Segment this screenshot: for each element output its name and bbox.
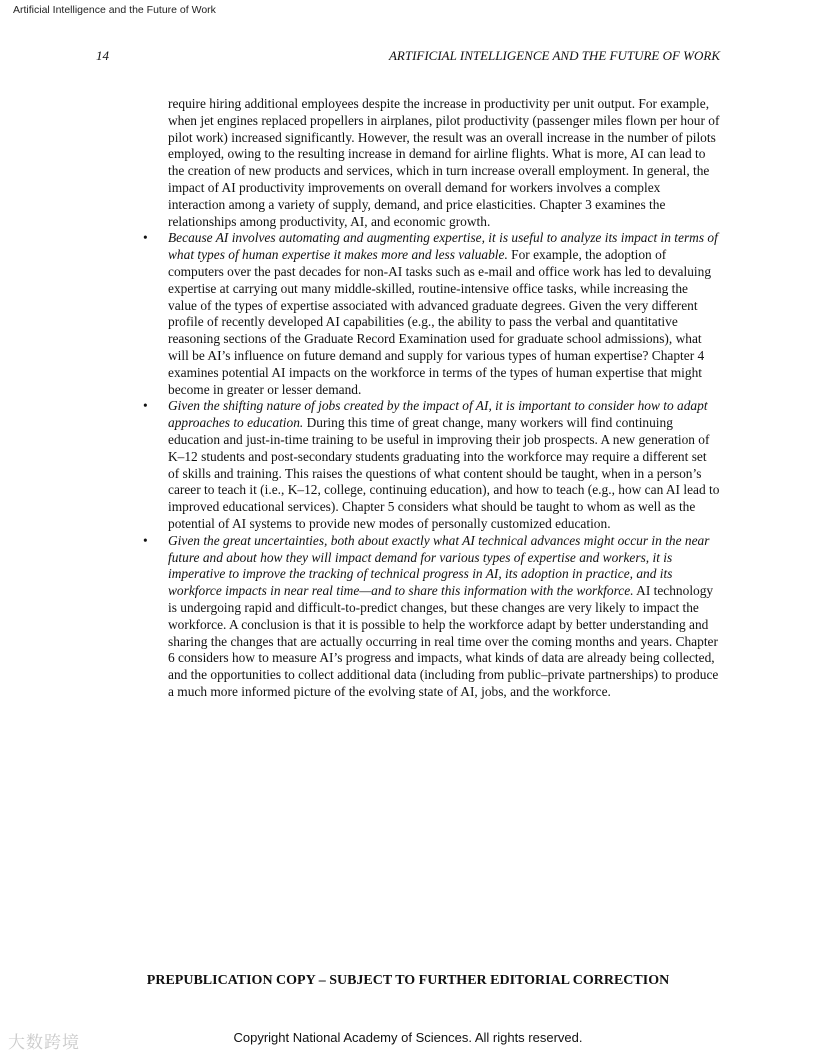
watermark: 大数跨境 xyxy=(8,1033,80,1053)
bullet-icon: • xyxy=(143,230,148,246)
list-item xyxy=(143,230,720,398)
list-item xyxy=(143,398,720,532)
bullet-list xyxy=(143,230,720,700)
bullet-lead: Because AI involves automating and augmenting expertise, it is useful to analyze its impact in terms of what types of human expertise it makes more and less valuable. xyxy=(168,230,718,263)
bullet-icon: • xyxy=(143,398,148,414)
bullet-lead: Given the great uncertainties, both about exactly what AI technical advances might occur in the near future and about how they will impact demand for various types of expertise and workers, it is imperative to improve the tracking of technical progress in AI, its adoption in practice, and its workforce impacts in near real time—and to share this information with the workforce. xyxy=(168,532,710,599)
bullet-icon: • xyxy=(143,532,148,548)
bullet-text: AI technology is undergoing rapid and difficult-to-predict changes, but these changes are very likely to impact the workforce. A conclusion is that it is possible to help the workforce adapt by better understanding and sharing the changes that are actually occurring in real time over the coming months and years. Chapter 6 considers how to measure AI’s progress and impacts, what kinds of data are already being collected, and the opportunities to collect additional data (including from public–private partnerships) to produce a much more informed picture of the evolving state of AI, jobs, and the workforce. xyxy=(168,583,719,699)
list-item xyxy=(143,532,720,701)
running-title: Artificial Intelligence and the Future of Work xyxy=(13,4,216,16)
prepublication-notice: PREPUBLICATION COPY – SUBJECT TO FURTHER EDITORIAL CORRECTION xyxy=(146,973,670,988)
book-title-header: ARTIFICIAL INTELLIGENCE AND THE FUTURE OF WORK xyxy=(388,48,720,63)
copyright-notice: Copyright National Academy of Sciences. All rights reserved. xyxy=(233,1030,583,1045)
bullet-text: During this time of great change, many workers will find continuing education and just-in-time training to be useful in improving their job prospects. A new generation of K–12 students and post-secondary students graduating into the workforce may require a different set of skills and training. This raises the questions of what content should be taught, when in a person’s career to teach it (i.e., K–12, college, continuing education), and how to teach (e.g., how can AI lead to improved educational services). Chapter 5 considers what should be taught to whom as well as the potential of AI systems to provide new modes of personally customized education. xyxy=(168,415,720,531)
bullet-text: For example, the adoption of computers over the past decades for non-AI tasks such as e-mail and office work has led to devaluing expertise at carrying out many middle-skilled, routine-intensive office tasks, while increasing the value of the types of expertise associated with advanced graduate degrees. Given the very different profile of recently developed AI capabilities (e.g., the ability to pass the verbal and quantitative reasoning sections of the Graduate Record Examination used for graduate school admissions), what will be AI’s influence on future demand and supply for various types of human expertise? Chapter 4 examines potential AI impacts on the workforce in terms of the types of human expertise that might become in greater or lesser demand. xyxy=(168,247,712,397)
page-number: 14 xyxy=(96,48,109,63)
continuation-paragraph: require hiring additional employees despite the increase in productivity per unit output. For example, when jet engines replaced propellers in airplanes, pilot productivity (passenger miles flown per hour of pilot work) increased significantly. However, the result was an overall increase in the number of pilots employed, owing to the resulting increase in demand for airline flights. What is more, AI can lead to the creation of new products and services, which in turn increase overall employment. In general, the impact of AI productivity improvements on overall demand for workers involves a complex interaction among a variety of supply, demand, and price elasticities. Chapter 3 examines the relationships among productivity, AI, and economic growth. xyxy=(168,96,720,229)
page-body xyxy=(143,96,720,701)
bullet-lead: Given the shifting nature of jobs created by the impact of AI, it is important to consider how to adapt approaches to education. xyxy=(168,398,708,431)
